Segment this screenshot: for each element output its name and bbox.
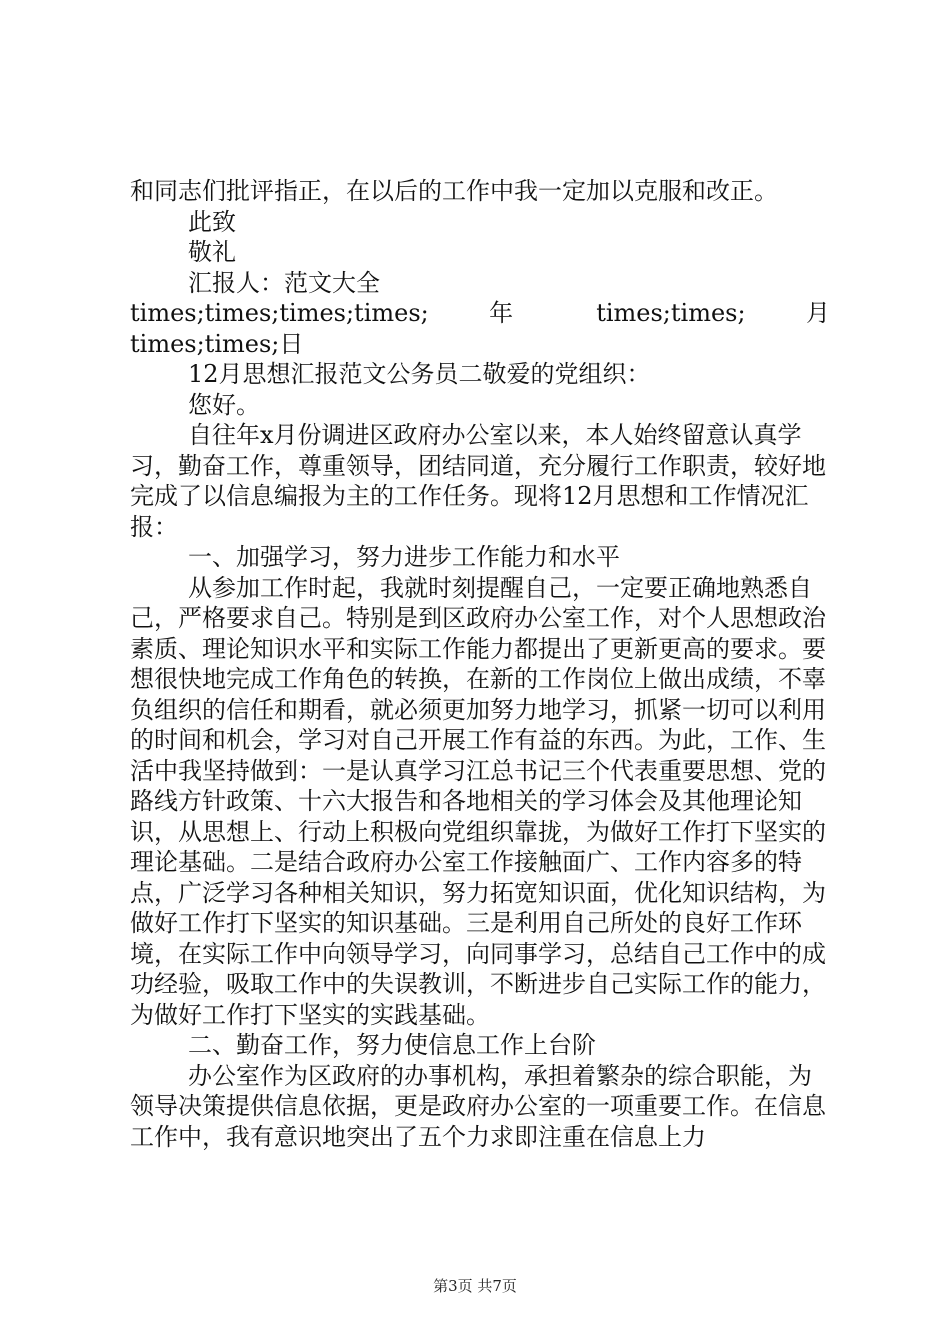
date-line: times;times;times;times; 年 times;times; 月 (130, 299, 830, 327)
section-heading-2: 二、勤奋工作，努力使信息工作上台阶 (188, 1031, 596, 1059)
salutation-jing-li: 敬礼 (188, 238, 236, 266)
paragraph-office-work: 办公室作为区政府的办事机构，承担着繁杂的综合职能，为领导决策提供信息依据，更是政府办公室的一项重要工作。在信息工作中，我有意识地突出了五个力求即注重在信息上力 (130, 1061, 826, 1151)
salutation-ci-zhi: 此致 (188, 207, 236, 236)
greeting: 您好。 (188, 390, 260, 419)
reporter-line: 汇报人：范文大全 (188, 268, 380, 297)
document-body (130, 176, 830, 1152)
paragraph-intro: 自往年x月份调进区政府办公室以来，本人始终留意认真学习，勤奋工作，尊重领导，团结同道，充分履行工作职责，较好地完成了以信息编报为主的工作任务。现将12月思想和工作情况汇报： (130, 421, 826, 541)
date-line-continuation: times;times;日 (130, 329, 304, 358)
page-number-footer: 第3页 共7页 (433, 1277, 517, 1295)
section-heading-1: 一、加强学习，努力进步工作能力和水平 (188, 543, 620, 571)
new-report-title: 12月思想汇报范文公务员二敬爱的党组织： (188, 360, 651, 388)
paragraph-study: 从参加工作时起，我就时刻提醒自己，一定要正确地熟悉自己，严格要求自己。特别是到区政府办公室工作，对个人思想政治素质、理论知识水平和实际工作能力都提出了更新更高的要求。要想很快地完成工作角色的转换，在新的工作岗位上做出成绩，不辜负组织的信任和期看，就必须更加努力地学习，抓紧一切可以利用的时间和机会，学习对自己开展工作有益的东西。为此，工作、生活中我坚持做到：一是认真学习江总书记三个代表重要思想、党的路线方针政策、十六大报告和各地相关的学习体会及其他理论知识，从思想上、行动上积极向党组织靠拢，为做好工作打下坚实的理论基础。二是结合政府办公室工作接触面广、工作内容多的特点，广泛学习各种相关知识，努力拓宽知识面，优化知识结构，为做好工作打下坚实的知识基础。三是利用自己所处的良好工作环境，在实际工作中向领导学习，向同事学习，总结自己工作中的成功经验，吸取工作中的失误教训，不断进步自己实际工作的能力，为做好工作打下坚实的实践基础。 (130, 573, 826, 1029)
paragraph-closing-continuation: 和同志们批评指正，在以后的工作中我一定加以克服和改正。 (130, 177, 778, 205)
